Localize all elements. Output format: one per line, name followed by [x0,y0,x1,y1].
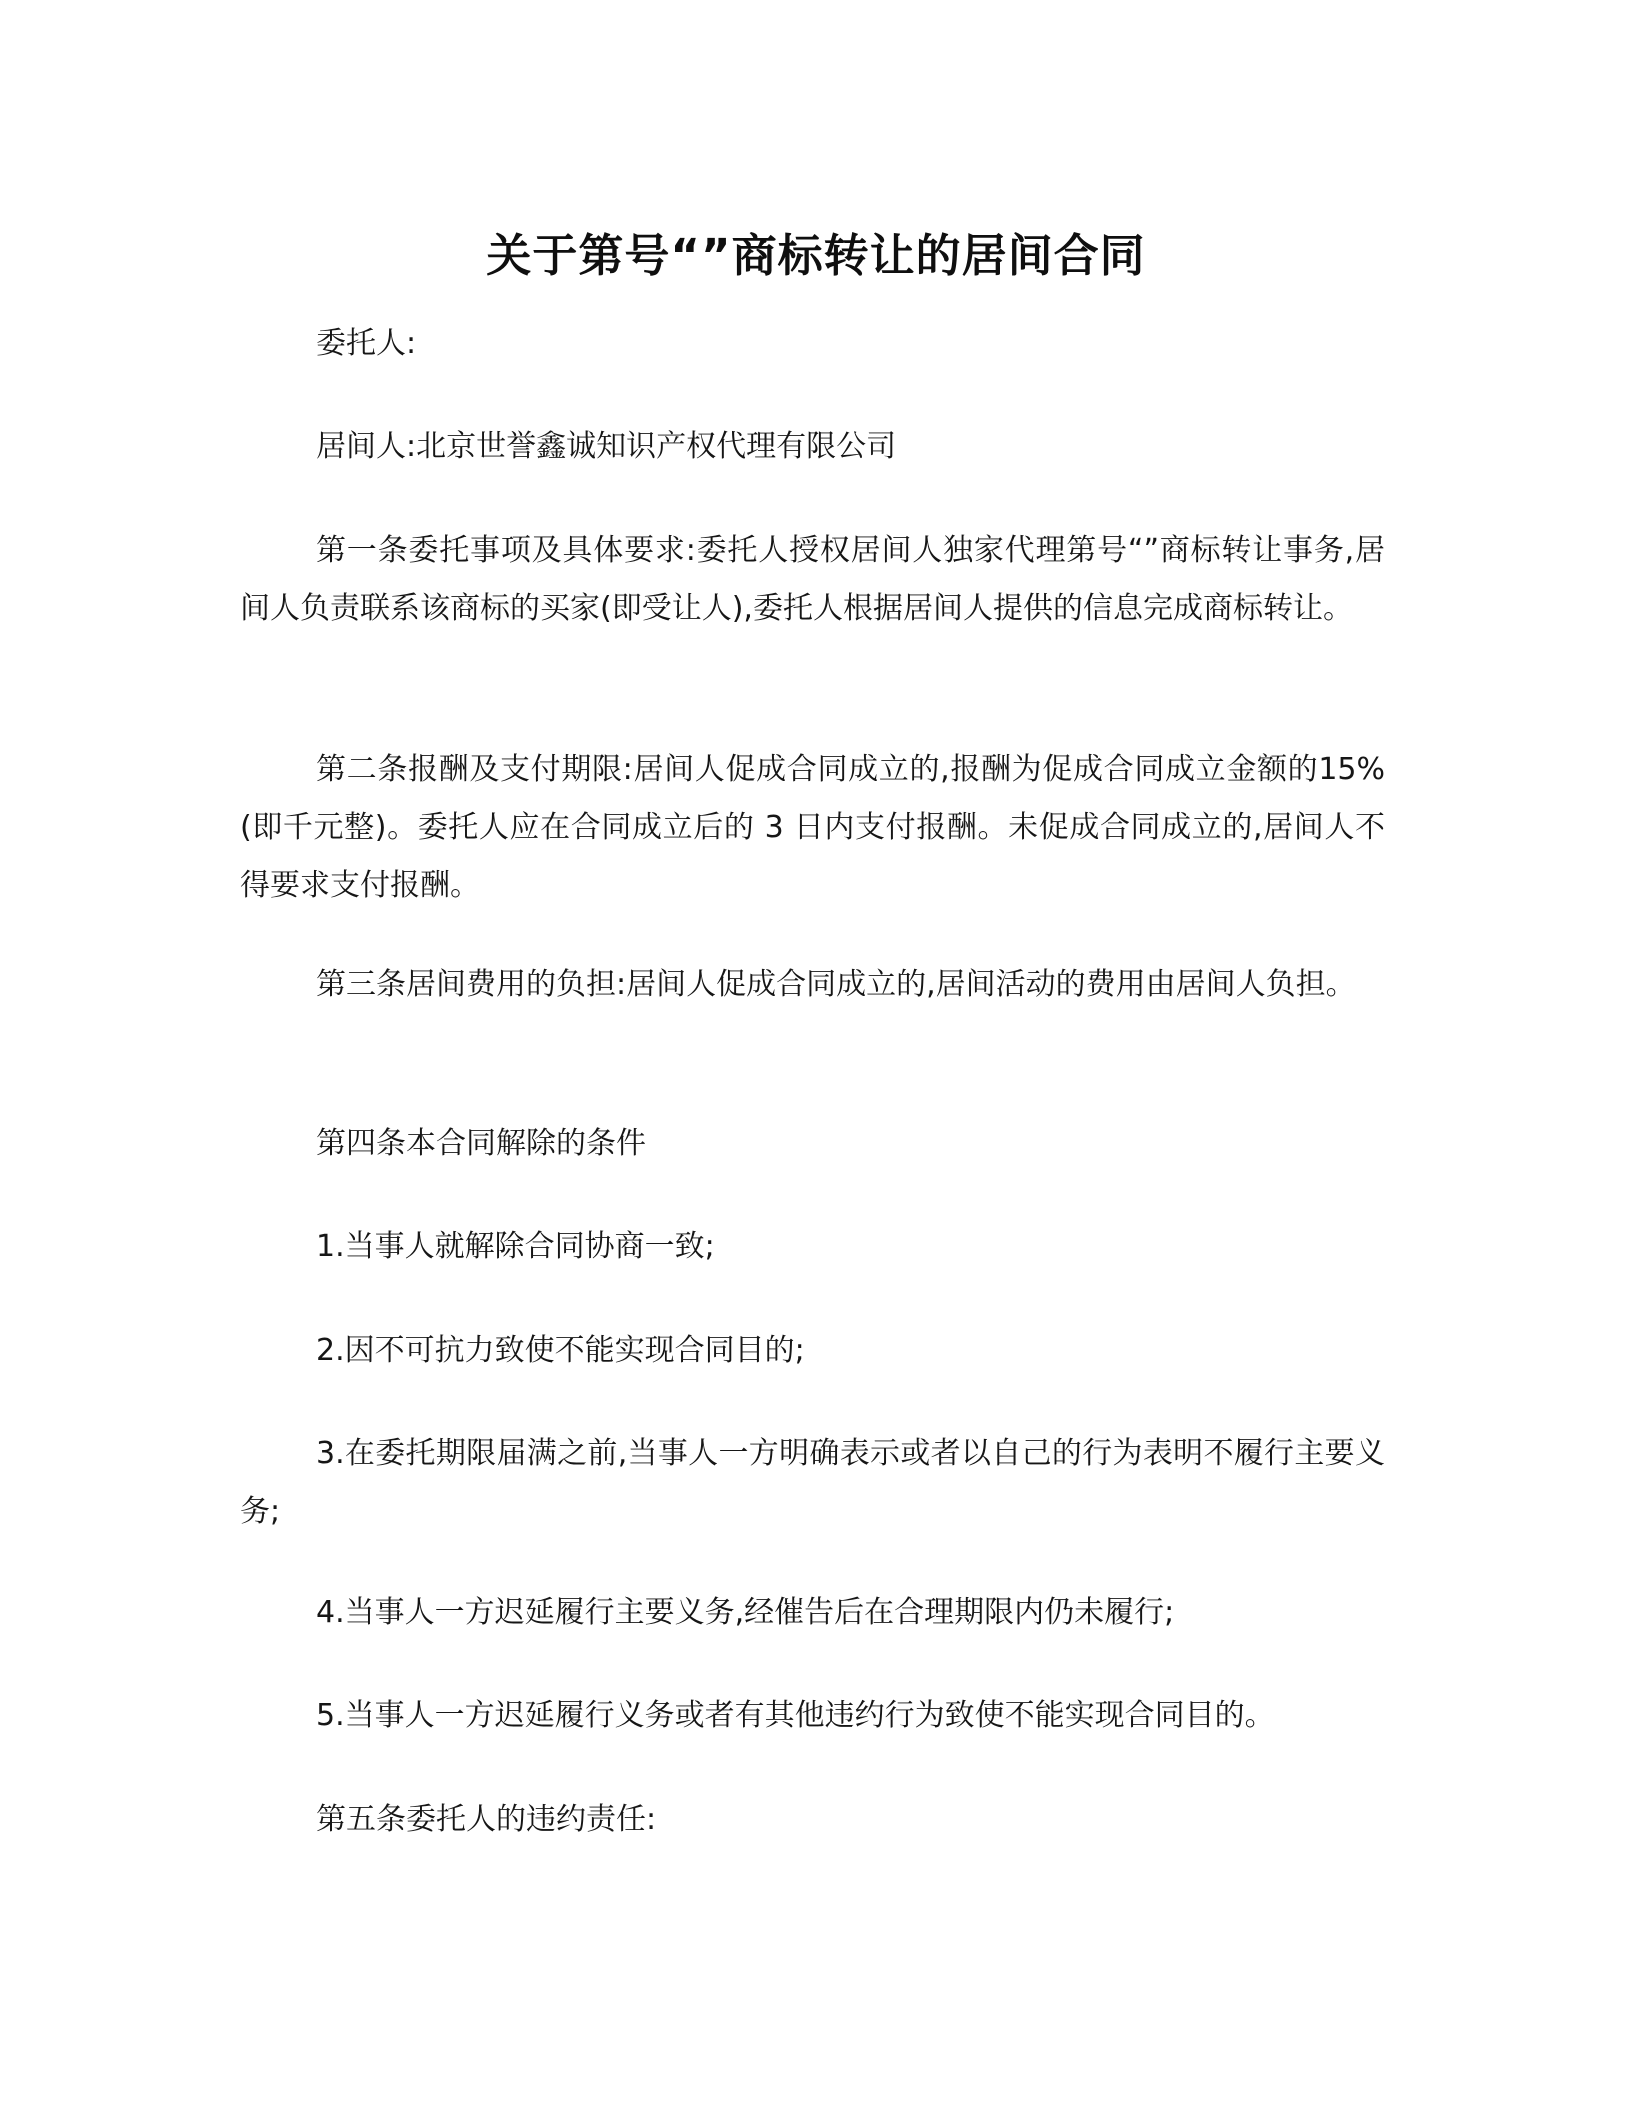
termination-condition-1: 1.当事人就解除合同协商一致; [316,1229,715,1264]
termination-condition-2: 2.因不可抗力致使不能实现合同目的; [316,1333,805,1368]
article-3-paragraph: 第三条居间费用的负担:居间人促成合同成立的,居间活动的费用由居间人负担。 [316,967,1356,1002]
article-4-heading: 第四条本合同解除的条件 [316,1126,646,1161]
article-5-heading: 第五条委托人的违约责任: [316,1802,657,1837]
article-1-paragraph: 第一条委托事项及具体要求:委托人授权居间人独家代理第号“”商标转让事务,居间人负责联系该商标的买家(即受让人),委托人根据居间人提供的信息完成商标转让。 [240,533,1385,626]
termination-condition-4: 4.当事人一方迟延履行主要义务,经催告后在合理期限内仍未履行; [316,1595,1175,1630]
broker-line: 居间人:北京世誉鑫诚知识产权代理有限公司 [316,429,897,464]
article-2-paragraph: 第二条报酬及支付期限:居间人促成合同成立的,报酬为促成合同成立金额的15% (即千元整)。委托人应在合同成立后的 3 日内支付报酬。未促成合同成立的,居间人不得要求支付报酬。 [240,752,1385,903]
termination-condition-3: 3.在委托期限届满之前,当事人一方明确表示或者以自己的行为表明不履行主要义务; [240,1436,1385,1529]
termination-condition-5: 5.当事人一方迟延履行义务或者有其他违约行为致使不能实现合同目的。 [316,1698,1275,1733]
document-title: 关于第号“”商标转让的居间合同 [486,229,1146,283]
trustor-line: 委托人: [316,326,417,361]
